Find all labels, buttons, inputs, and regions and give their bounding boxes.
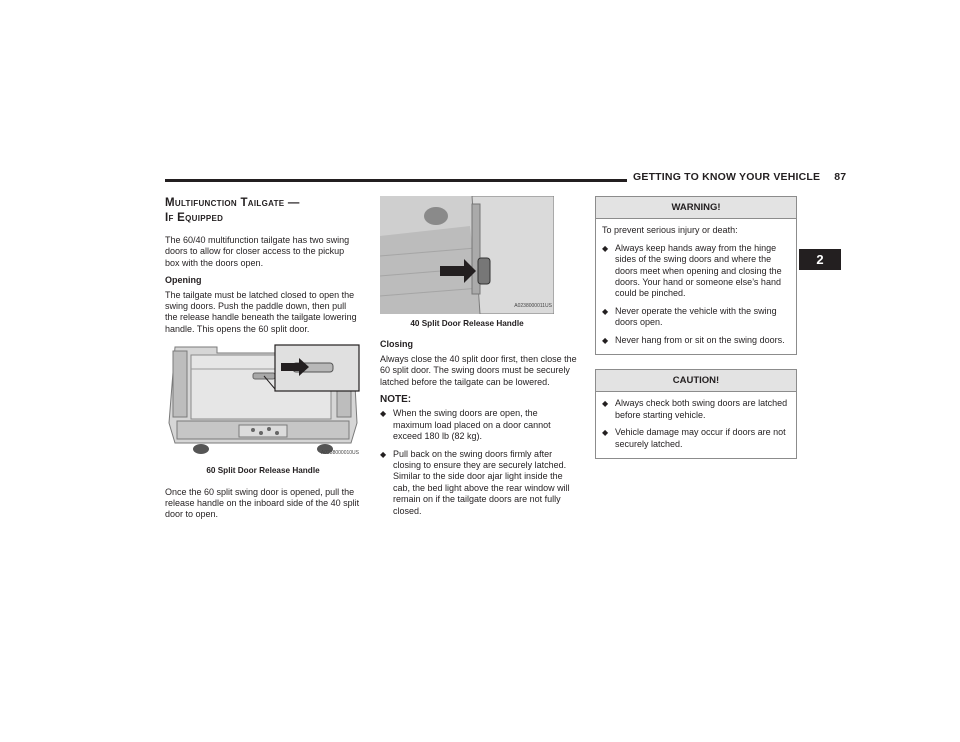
note-list (380, 408, 578, 517)
figure2-caption: 40 Split Door Release Handle (410, 319, 524, 328)
warning-list (602, 243, 790, 346)
header-rule (165, 179, 627, 182)
section-title-line1: Multifunction Tailgate — (165, 197, 300, 209)
caution-box (595, 369, 797, 459)
page-number: 87 (834, 171, 847, 183)
caution-list (602, 398, 790, 450)
after-figure-paragraph: Once the 60 split swing door is opened, pull the release handle on the inboard side of the 40 split door to open. (165, 486, 360, 520)
figure-60-split-door (165, 343, 361, 461)
header-section-title: GETTING TO KNOW YOUR VEHICLE (633, 171, 821, 183)
warning-title: WARNING! (596, 197, 796, 219)
caution-title: CAUTION! (596, 370, 796, 392)
warning-item: ◆ Always keep hands away from the hinge sides of the swing doors and where the doors meet when opening and closing the doors. Your hand or someone else’s hand could be pinched. (602, 243, 790, 300)
figure2-code: A0238000011US (514, 303, 552, 309)
note-label: NOTE: (380, 394, 412, 406)
bed-interior-illustration (380, 196, 554, 314)
warning-item: ◆ Never operate the vehicle with the swing doors open. (602, 306, 790, 329)
note-item: ◆ Pull back on the swing doors firmly after closing to ensure they are securely latched. Similar to the side door ajar light inside the cab, the bed light above the rear window will remain on if the tailgate doors are not fully closed. (380, 449, 578, 517)
section-title (165, 196, 361, 225)
column-right (595, 196, 797, 473)
intro-paragraph: The 60/40 multifunction tailgate has two swing doors to allow for closer access to the pickup box with the doors open. (165, 235, 350, 268)
caution-item: ◆ Always check both swing doors are latched before starting vehicle. (602, 398, 790, 421)
opening-heading: Opening (165, 275, 202, 286)
closing-paragraph: Always close the 40 split door first, then close the 60 split door. The swing doors must be securely latched before the tailgate can be lowered. (380, 353, 577, 387)
chapter-tab: 2 (799, 249, 841, 270)
column-middle (380, 196, 578, 523)
opening-paragraph: The tailgate must be latched closed to open the swing doors. Push the paddle down, then pull the release handle beneath the tailgate lowering handle. This opens the 60 split door. (165, 289, 357, 334)
figure1-caption: 60 Split Door Release Handle (206, 466, 320, 476)
closing-heading: Closing (380, 339, 413, 350)
warning-intro: To prevent serious injury or death: (602, 225, 738, 236)
warning-box (595, 196, 797, 355)
column-left (165, 196, 361, 527)
section-title-line2: If Equipped (165, 211, 224, 224)
tailgate-rear-illustration (165, 343, 361, 461)
warning-item: ◆ Never hang from or sit on the swing doors. (602, 335, 790, 346)
figure-40-split-door (380, 196, 578, 314)
note-item: ◆ When the swing doors are open, the maximum load placed on a door cannot exceed 180 lb (82 kg). (380, 408, 578, 442)
caution-item: ◆ Vehicle damage may occur if doors are not securely latched. (602, 427, 790, 450)
figure1-code: A0238000010US (320, 450, 359, 457)
page-header (633, 171, 846, 183)
